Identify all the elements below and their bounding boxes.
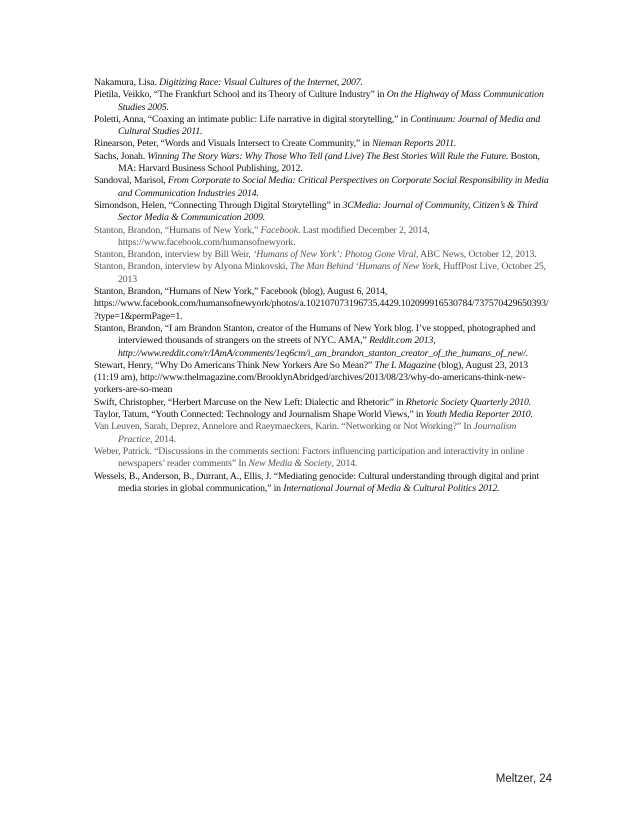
entry-title-italic: The L Magazine <box>374 359 436 371</box>
entry-title-italic: Reddit.com 2013, http://www.reddit.com/r/IAmA/comments/1eq6cm/i_am_brandon_stanton_creator_of_the_humans_of_new/. <box>118 335 529 359</box>
entry-text: Sachs, Jonah. <box>94 150 148 162</box>
entry-text: Swift, Christopher, “Herbert Marcuse on the New Left: Dialectic and Rhetoric” in <box>94 396 406 408</box>
entry-text: , 2014. <box>149 433 176 445</box>
entry-text: , 2014. <box>331 458 358 470</box>
bibliography-entry <box>94 286 552 323</box>
entry-text: Poletti, Anna, “Coaxing an intimate public: Life narrative in digital storytelling,” in <box>94 113 411 125</box>
entry-text: Stanton, Brandon, interview by Bill Weir, <box>94 249 254 261</box>
entry-text: Wessels, B., Anderson, B., Durrant, A., Ellis, J. “Mediating genocide: Cultural understanding through digital and print media stories in global communication,” in <box>94 470 540 494</box>
bibliography-entry <box>94 471 552 496</box>
bibliography-entry <box>94 200 552 225</box>
entry-title-italic: International Journal of Media & Cultural Politics 2012. <box>283 482 500 494</box>
entry-text: Simondson, Helen, “Connecting Through Digital Storytelling” in <box>94 199 343 211</box>
entry-title-italic: Continuum: Journal of Media and Cultural Studies 2011. <box>118 113 541 138</box>
entry-title-italic: Journalism Practice <box>118 421 517 445</box>
bibliography-entry <box>94 323 552 360</box>
bibliography-entry <box>94 175 552 200</box>
entry-text: Stewart, Henry, “Why Do Americans Think New Yorkers Are So Mean?” <box>94 359 375 371</box>
entry-text: Boston, MA: Harvard Business School Publishing, 2012. <box>118 150 540 175</box>
entry-text: . Last modified December 2, 2014, https://www.facebook.com/humansofnewyork. <box>118 224 430 248</box>
entry-title-italic: ‘Humans of New York’: Photog Gone Viral <box>253 249 417 261</box>
bibliography-entry <box>94 151 552 176</box>
entry-text: Stanton, Brandon, “Humans of New York,” Facebook (blog), August 6, 2014, https://www.facebook.com/humansofnewyork/photos/a.102107073196735.4429.102099916530784/737570429650393/?type=1&permPage=1. <box>94 286 549 322</box>
entry-text: , ABC News, October 12, 2013. <box>416 249 537 261</box>
entry-text: Van Leuven, Sarah, Deprez, Annelore and Raeymaeckers, Karin. “Networking or Not Working?” In <box>94 421 474 433</box>
entry-text: Taylor, Tatum, “Youth Connected: Technology and Journalism Shape World Views,” in <box>94 409 426 421</box>
entry-text: Stanton, Brandon, interview by Alyona Minkovski, <box>94 261 290 273</box>
bibliography-entry <box>94 89 552 114</box>
bibliography-entry <box>94 225 552 250</box>
entry-title-italic: Rhetoric Society Quarterly 2010. <box>405 396 531 408</box>
bibliography-entry <box>94 446 552 471</box>
entry-text: (blog), August 23, 2013 (11:19 am), http://www.thelmagazine.com/BrooklynAbridged/archives/2013/08/23/why-do-americans-think-new-yorkers-are-so-mean <box>94 359 529 396</box>
entry-text: Sandoval, Marisol, <box>94 175 168 187</box>
entry-title-italic: 3CMedia: Journal of Community, Citizen’s & Third Sector Media & Communication 2009. <box>118 199 538 224</box>
bibliography-entry <box>94 261 552 286</box>
bibliography-entry <box>94 360 552 397</box>
bibliography-list <box>94 77 552 495</box>
entry-title-italic: On the Highway of Mass Communication Studies 2005. <box>118 89 544 113</box>
entry-text: Rinearson, Peter, “Words and Visuals Intersect to Create Community,” in <box>94 138 373 150</box>
entry-title-italic: New Media & Society <box>248 458 332 470</box>
entry-title-italic: Youth Media Reporter 2010. <box>425 409 533 421</box>
bibliography-entry <box>94 138 552 150</box>
entry-text: Nakamura, Lisa. <box>94 77 160 88</box>
bibliography-entry <box>94 77 552 89</box>
entry-title-italic: Digitizing Race: Visual Cultures of the Internet, 2007. <box>159 77 363 88</box>
bibliography-entry <box>94 114 552 139</box>
entry-title-italic: Nieman Reports 2011. <box>372 138 457 150</box>
bibliography-entry <box>94 409 552 421</box>
entry-text: Weber, Patrick. “Discussions in the comments section: Factors influencing participation and interactivity in online newspapers’ reader comments” In <box>94 445 525 470</box>
entry-title-italic: Winning The Story Wars: Why Those Who Tell (and Live) The Best Stories Will Rule the Future. <box>147 150 509 162</box>
bibliography-entry <box>94 249 552 261</box>
entry-title-italic: From Corporate to Social Media: Critical Perspectives on Corporate Social Responsibility in Media and Communication Industries 2014. <box>118 175 549 199</box>
page-number: Meltzer, 24 <box>495 773 552 785</box>
entry-title-italic: Facebook <box>260 224 298 236</box>
entry-text: Pietila, Veikko, “The Frankfurt School and its Theory of Culture Industry” in <box>94 89 387 101</box>
entry-title-italic: The Man Behind ‘Humans of New York <box>289 261 439 273</box>
entry-text: , HuffPost Live, October 25, 2013 <box>118 261 546 285</box>
entry-text: Stanton, Brandon, “Humans of New York,” <box>94 224 261 236</box>
entry-text: Stanton, Brandon, “I am Brandon Stanton, creator of the Humans of New York blog. I’ve stopped, photographed and interviewed thousands of strangers on the streets of NYC. AMA,” <box>94 322 536 347</box>
bibliography-entry <box>94 397 552 409</box>
bibliography-entry <box>94 421 552 446</box>
